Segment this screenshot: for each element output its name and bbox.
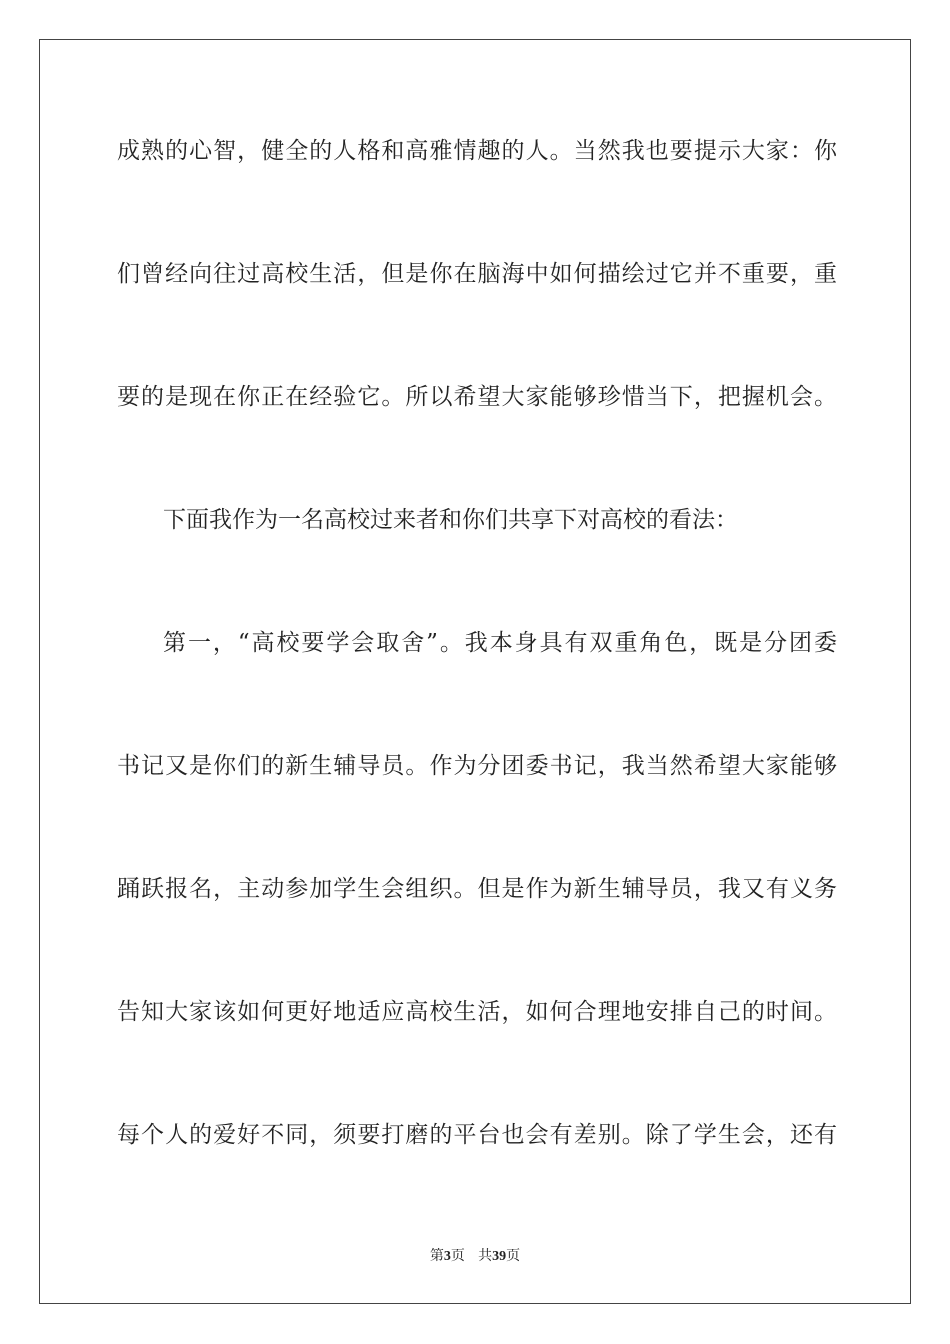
body-line-9: 每个人的爱好不同，须要打磨的平台也会有差别。除了学生会，还有 (117, 1122, 837, 1148)
body-line-1: 成熟的心智，健全的人格和高雅情趣的人。当然我也要提示大家：你 (117, 138, 837, 164)
body-line-6: 书记又是你们的新生辅导员。作为分团委书记，我当然希望大家能够 (117, 753, 837, 779)
body-line-2: 们曾经向往过高校生活，但是你在脑海中如何描绘过它并不重要，重 (117, 261, 837, 287)
body-line-4: 下面我作为一名高校过来者和你们共享下对高校的看法： (163, 507, 738, 533)
page-number: 3 (443, 1249, 451, 1264)
total-pages: 39 (492, 1249, 507, 1264)
total-suffix: 页 (506, 1248, 521, 1264)
body-line-8: 告知大家该如何更好地适应高校生活，如何合理地安排自己的时间。 (117, 999, 837, 1025)
body-line-5: 第一，“高校要学会取舍”。我本身具有双重角色，既是分团委 (163, 630, 837, 656)
page-border (39, 39, 911, 1304)
body-line-3: 要的是现在你正在经验它。所以希望大家能够珍惜当下，把握机会。 (117, 384, 837, 410)
body-line-7: 踊跃报名，主动参加学生会组织。但是作为新生辅导员，我又有义务 (117, 876, 837, 902)
total-prefix: 共 (478, 1248, 493, 1264)
page-footer (0, 1246, 950, 1267)
page-prefix: 第 (429, 1248, 444, 1264)
page-suffix: 页 (450, 1248, 465, 1264)
